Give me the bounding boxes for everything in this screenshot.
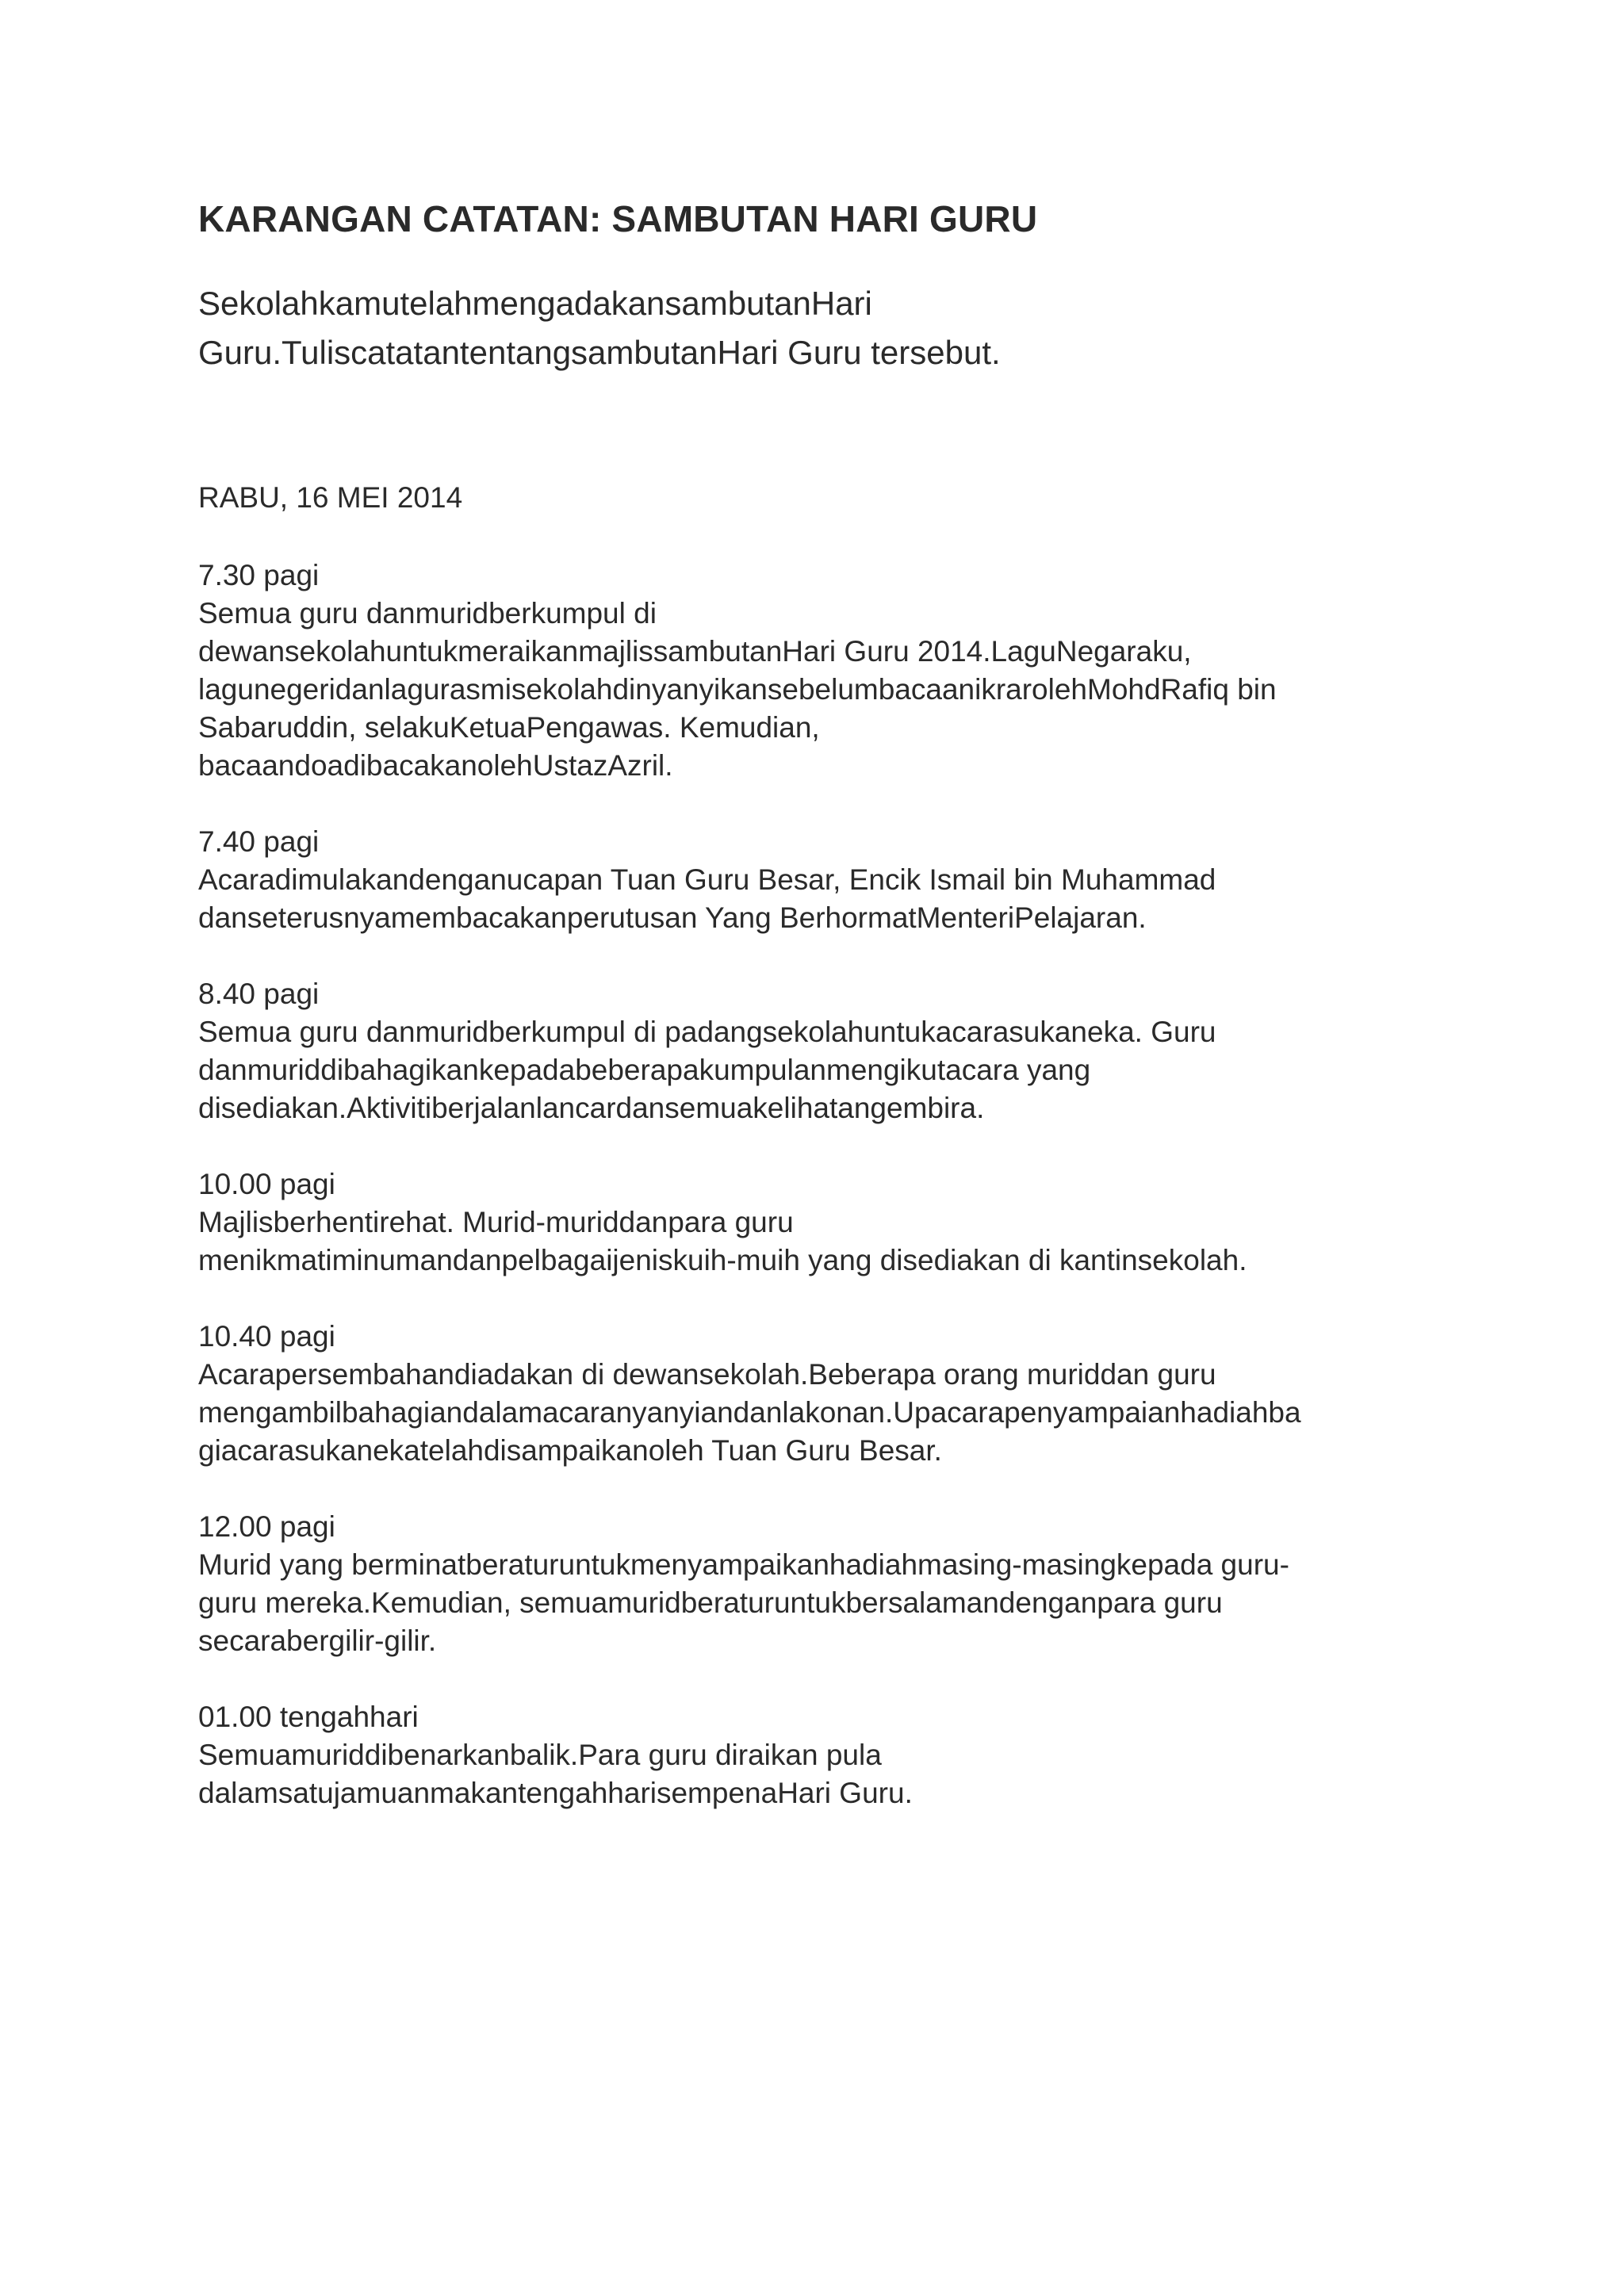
entry-time: 10.00 pagi bbox=[198, 1168, 335, 1200]
entry-time: 7.30 pagi bbox=[198, 559, 320, 591]
entry-text: Semua guru danmuridberkumpul di dewansekolahuntukmeraikanmajlissambutanHari Guru 2014.LaguNegaraku, lagunegeridanlagurasmisekolahdinyanyikansebelumbacaanikrarolehMohdRafiq bin Sabaruddin, selakuKetuaPengawas. Kemudian, bacaandoadibacakanolehUstazAzril. bbox=[198, 597, 1277, 782]
entry-text: Semua guru danmuridberkumpul di padangsekolahuntukacarasukaneka. Guru danmuriddibahagikankepadabeberapakumpulanmengikutacara yang disediakan.Aktivitiberjalanlancardansemuakelihatangembira. bbox=[198, 1016, 1216, 1124]
entry-time: 10.40 pagi bbox=[198, 1320, 335, 1353]
schedule-entry bbox=[198, 557, 1467, 785]
schedule-entry bbox=[198, 1508, 1467, 1660]
entry-date: RABU, 16 MEI 2014 bbox=[198, 481, 463, 514]
entry-text: Acaradimulakandenganucapan Tuan Guru Besar, Encik Ismail bin Muhammad danseterusnyamembacakanperutusan Yang BerhormatMenteriPelajaran. bbox=[198, 863, 1216, 934]
schedule-entry bbox=[198, 823, 1467, 937]
entry-time: 7.40 pagi bbox=[198, 825, 320, 858]
schedule-entry bbox=[198, 1165, 1467, 1280]
document-page bbox=[198, 197, 1467, 1850]
essay-prompt: SekolahkamutelahmengadakansambutanHari Guru.TuliscatatantentangsambutanHari Guru tersebut. bbox=[198, 285, 1001, 371]
schedule-entries bbox=[198, 557, 1467, 1812]
schedule-entry bbox=[198, 1318, 1467, 1470]
entry-text: Acarapersembahandiadakan di dewansekolah.Beberapa orang muriddan guru mengambilbahagiandalamacaranyanyiandanlakonan.Upacarapenyampaianhadiahba giacarasukanekatelahdisampaikanoleh Tuan Guru Besar. bbox=[198, 1358, 1301, 1467]
schedule-entry bbox=[198, 1698, 1467, 1812]
entry-time: 12.00 pagi bbox=[198, 1510, 335, 1543]
entry-text: Majlisberhentirehat. Murid-muriddanpara guru menikmatiminumandanpelbagaijeniskuih-muih yang disediakan di kantinsekolah. bbox=[198, 1206, 1247, 1276]
entry-text: Murid yang berminatberaturuntukmenyampaikanhadiahmasing-masingkepada guru- guru mereka.Kemudian, semuamuridberaturuntukbersalamandenganpara guru secarabergilir-gilir. bbox=[198, 1548, 1289, 1657]
entry-time: 8.40 pagi bbox=[198, 978, 320, 1010]
document-title: KARANGAN CATATAN: SAMBUTAN HARI GURU bbox=[198, 198, 1038, 239]
schedule-entry bbox=[198, 975, 1467, 1127]
entry-text: Semuamuriddibenarkanbalik.Para guru diraikan pula dalamsatujamuanmakantengahharisempenaHari Guru. bbox=[198, 1739, 913, 1809]
entry-time: 01.00 tengahhari bbox=[198, 1701, 419, 1733]
